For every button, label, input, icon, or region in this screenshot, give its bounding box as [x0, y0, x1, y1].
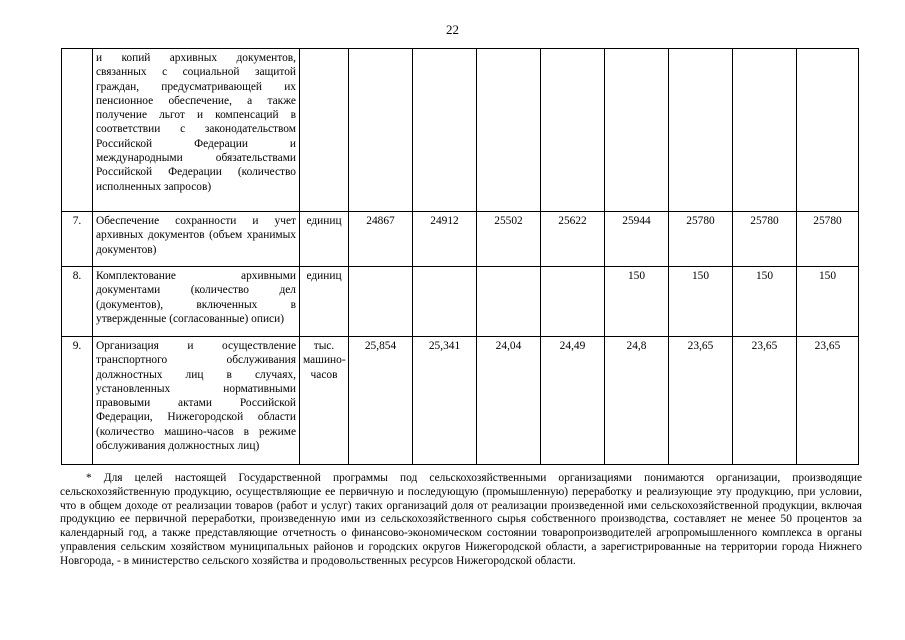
value-cell	[477, 49, 541, 212]
row-unit	[300, 49, 349, 212]
value-cell	[669, 49, 733, 212]
value-cell	[349, 267, 413, 337]
value-cell	[541, 267, 605, 337]
value-cell	[541, 49, 605, 212]
value-cell	[605, 49, 669, 212]
table-row	[62, 212, 859, 267]
value-cell: 24,8	[605, 337, 669, 465]
footnote: * Для целей настоящей Государственной программы под сельскохозяйственными организациями понимаются организации, производящие сельскохозяйственную продукцию, осуществляющие ее первичную и последующую (промышленную) переработку и реализующие эту продукцию, при условии, что в общем доходе от реализации товаров (работ и услуг) таких организаций доля от реализации произведенной ими сельскохозяйственной продукции, включая продукцию ее первичной переработки, произведенную ими из сельскохозяйственного сырья собственного производства, составляет не менее 50 процентов за календарный год, а также представляющие отчетность о финансово-экономическом состоянии товаропроизводителей агропромышленного комплекса в органы управления сельским хозяйством муниципальных районов и городских округов Нижегородской области, а зарегистрированные на территории города Нижнего Новгорода, - в министерство сельского хозяйства и продовольственных ресурсов Нижегородской области.	[60, 472, 862, 567]
value-cell	[413, 49, 477, 212]
value-cell: 24912	[413, 212, 477, 267]
row-description: Обеспечение сохранности и учет архивных документов (объем хранимых документов)	[93, 212, 300, 267]
value-cell: 25780	[669, 212, 733, 267]
row-number	[62, 49, 93, 212]
row-description: и копий архивных документов, связанных с социальной защитой граждан, предусматривающей их пенсионное обеспечение, а также получение льгот и компенсаций в соответствии с законодательством Российской Федерации и международными обязательствами Российской Федерации (количество исполненных запросов)	[93, 49, 300, 212]
value-cell: 25622	[541, 212, 605, 267]
value-cell: 23,65	[797, 337, 859, 465]
row-number: 8.	[62, 267, 93, 337]
value-cell: 24,49	[541, 337, 605, 465]
page-number: 22	[446, 22, 459, 37]
value-cell	[349, 49, 413, 212]
value-cell: 25,341	[413, 337, 477, 465]
value-cell: 23,65	[669, 337, 733, 465]
value-cell: 150	[733, 267, 797, 337]
value-cell: 24,04	[477, 337, 541, 465]
value-cell: 23,65	[733, 337, 797, 465]
row-description: Организация и осуществление транспортного обслуживания должностных лиц в случаях, установленных нормативными правовыми актами Российской Федерации, Нижегородской области (количество машино-часов в режиме обслуживания должностных лиц)	[93, 337, 300, 465]
indicators-table	[61, 48, 859, 465]
value-cell: 25780	[797, 212, 859, 267]
value-cell	[797, 49, 859, 212]
table-row	[62, 337, 859, 465]
value-cell: 24867	[349, 212, 413, 267]
row-unit: единиц	[300, 267, 349, 337]
value-cell: 25502	[477, 212, 541, 267]
row-number: 7.	[62, 212, 93, 267]
table-row	[62, 267, 859, 337]
value-cell: 25944	[605, 212, 669, 267]
value-cell: 150	[797, 267, 859, 337]
value-cell: 150	[669, 267, 733, 337]
value-cell	[477, 267, 541, 337]
row-unit: единиц	[300, 212, 349, 267]
row-unit: тыс. машино-часов	[300, 337, 349, 465]
row-number: 9.	[62, 337, 93, 465]
value-cell: 25780	[733, 212, 797, 267]
row-description: Комплектование архивными документами (количество дел (документов), включенных в утвержденные (согласованные) описи)	[93, 267, 300, 337]
value-cell: 150	[605, 267, 669, 337]
table-row	[62, 49, 859, 212]
value-cell: 25,854	[349, 337, 413, 465]
value-cell	[733, 49, 797, 212]
value-cell	[413, 267, 477, 337]
